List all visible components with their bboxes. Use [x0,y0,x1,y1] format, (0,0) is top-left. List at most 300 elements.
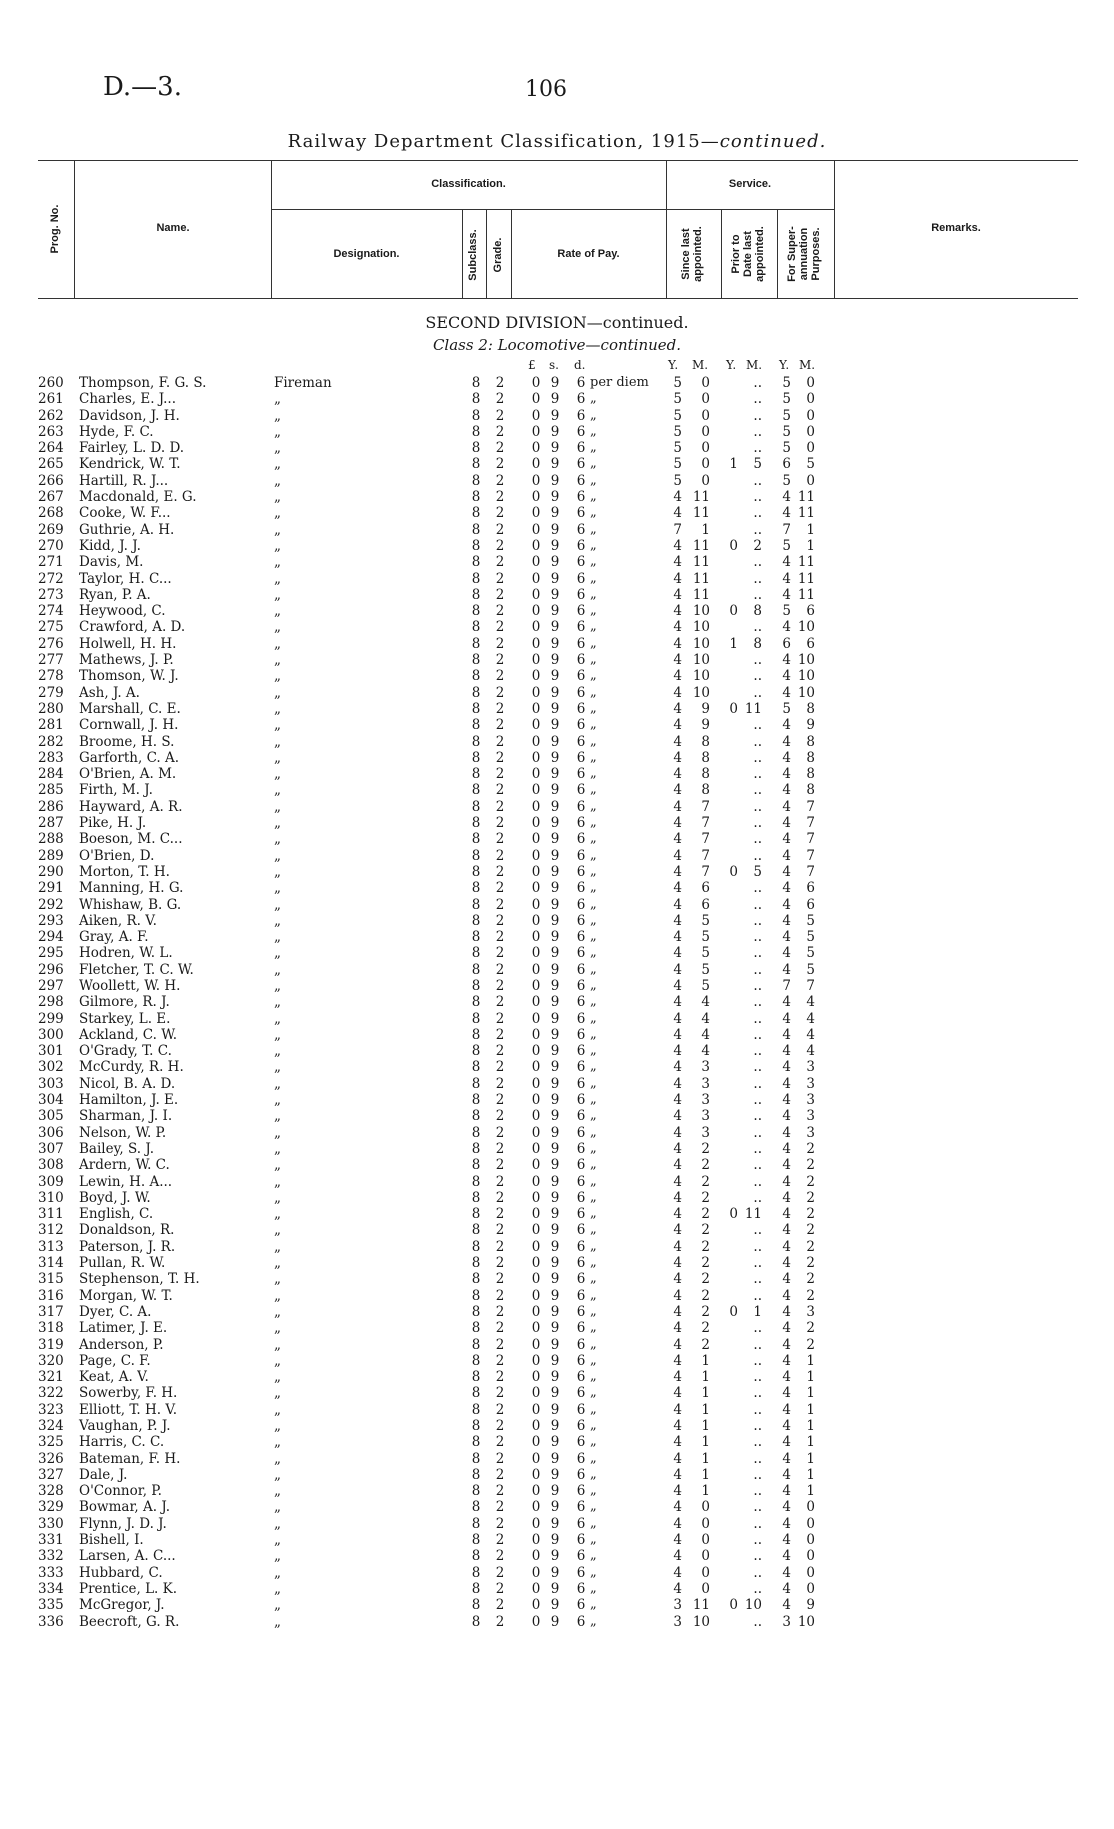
super-months: 10 [797,1613,815,1630]
table-row [0,1499,1114,1515]
since-years: 7 [673,521,682,538]
prior-months: .. [753,554,762,571]
pay-pence: 6 [576,1483,586,1500]
designation: „ [274,847,281,864]
since-years: 4 [673,1434,682,1451]
since-months: 10 [692,652,710,669]
pay-period: „ [590,961,597,977]
super-months: 11 [797,489,815,506]
since-years: 4 [673,1483,682,1500]
prog-no: 280 [38,700,64,717]
pay-pence: 6 [576,537,586,554]
pay-pence: 6 [576,1532,586,1549]
prior-months: .. [753,1369,762,1386]
pay-pounds: 0 [531,472,541,489]
staff-name: McGregor, J. [79,1597,165,1614]
col-prior-appointed: Prior to Date last appointed. [730,226,766,282]
super-years: 5 [782,537,791,554]
pay-pounds: 0 [531,1352,541,1369]
since-years: 4 [673,1548,682,1565]
pay-pence: 6 [576,505,586,522]
staff-name: Vaughan, P. J. [79,1418,171,1434]
pay-shillings: 9 [550,1336,560,1353]
prior-months: .. [753,1499,762,1516]
staff-name: Guthrie, A. H. [79,521,175,538]
since-months: 11 [692,554,710,571]
super-months: 1 [806,1418,815,1434]
staff-name: Morgan, W. T. [79,1287,173,1304]
since-years: 3 [673,1613,682,1630]
staff-name: Aiken, R. V. [79,912,157,929]
prior-months: .. [753,1564,762,1581]
since-years: 4 [673,489,682,506]
pay-pounds: 0 [531,1564,541,1581]
prior-months: 11 [744,700,762,717]
prog-no: 270 [38,537,64,554]
pay-period: „ [590,1140,597,1156]
since-years: 4 [673,929,682,946]
pay-pence: 6 [576,717,586,734]
pay-pounds: 0 [531,961,541,978]
pay-shillings: 9 [550,586,560,603]
grade: 2 [495,1238,505,1255]
grade: 2 [495,619,505,636]
pay-pounds: 0 [531,1548,541,1565]
since-months: 0 [701,1548,710,1565]
since-months: 10 [692,1613,710,1630]
super-years: 4 [782,1434,791,1451]
grade: 2 [495,994,505,1011]
super-months: 0 [806,1515,815,1532]
prog-no: 271 [38,554,64,571]
super-years: 4 [782,945,791,962]
prog-no: 317 [38,1303,64,1320]
since-months: 11 [692,537,710,554]
pay-period: „ [590,1320,597,1336]
pay-pence: 6 [576,766,586,783]
pay-pounds: 0 [531,407,541,424]
super-months: 0 [806,423,815,440]
pay-shillings: 9 [550,537,560,554]
pay-period: „ [590,1206,597,1222]
staff-table-body [0,375,1114,1630]
since-months: 1 [701,1434,710,1451]
pay-pounds: 0 [531,1499,541,1516]
pay-pence: 6 [576,1385,586,1402]
staff-name: O'Brien, A. M. [79,766,177,783]
staff-name: Hyde, F. C. [79,423,154,440]
pay-period: „ [590,1124,597,1140]
pay-shillings: 9 [550,782,560,799]
grade: 2 [495,815,505,832]
prior-months: .. [753,717,762,734]
grade: 2 [495,1108,505,1125]
super-years: 4 [782,766,791,783]
since-months: 2 [701,1189,710,1206]
pay-shillings: 9 [550,668,560,685]
super-years: 4 [782,1532,791,1549]
subclass: 8 [471,1320,481,1337]
prog-no: 285 [38,782,64,799]
designation: „ [274,1124,281,1141]
super-years: 4 [782,717,791,734]
designation: „ [274,570,281,587]
super-years: 6 [782,456,791,473]
subclass: 8 [471,537,481,554]
table-row [0,1434,1114,1450]
staff-name: Donaldson, R. [79,1222,175,1239]
table-row [0,815,1114,831]
since-years: 4 [673,798,682,815]
subclass: 8 [471,1075,481,1092]
grade: 2 [495,1336,505,1353]
prog-no: 279 [38,684,64,701]
pay-period: „ [590,1450,597,1466]
pay-shillings: 9 [550,1010,560,1027]
prog-no: 291 [38,880,64,897]
since-months: 4 [701,1010,710,1027]
designation: „ [274,896,281,913]
super-years: 4 [782,1043,791,1060]
pay-period: „ [590,1597,597,1613]
super-years: 4 [782,1075,791,1092]
prior-months: 11 [744,1206,762,1223]
grade: 2 [495,1124,505,1141]
subclass: 8 [471,1548,481,1565]
super-years: 4 [782,912,791,929]
pay-pounds: 0 [531,652,541,669]
table-row [0,1369,1114,1385]
prior-months: .. [753,1401,762,1418]
super-years: 4 [782,749,791,766]
subclass: 8 [471,1499,481,1516]
table-row [0,1565,1114,1581]
subclass: 8 [471,1336,481,1353]
prior-months: .. [753,668,762,685]
pay-shillings: 9 [550,1043,560,1060]
title-continued: continued. [719,131,827,152]
super-months: 2 [806,1189,815,1206]
prior-months: .. [753,505,762,522]
table-row [0,505,1114,521]
subclass: 8 [471,766,481,783]
since-years: 5 [673,391,682,408]
pay-pounds: 0 [531,1369,541,1386]
super-months: 2 [806,1255,815,1272]
prog-no: 275 [38,619,64,636]
prog-no: 273 [38,586,64,603]
staff-name: Ardern, W. C. [79,1157,170,1174]
table-row [0,685,1114,701]
since-years: 4 [673,880,682,897]
super-years: 7 [782,521,791,538]
staff-name: Boeson, M. C... [79,831,183,848]
super-years: 4 [782,733,791,750]
super-years: 4 [782,1287,791,1304]
designation: „ [274,1140,281,1157]
super-years: 4 [782,1450,791,1467]
since-years: 4 [673,603,682,620]
pay-pence: 6 [576,1580,586,1597]
subclass: 8 [471,570,481,587]
prior-months: .. [753,1385,762,1402]
pay-pounds: 0 [531,945,541,962]
staff-name: Mathews, J. P. [79,652,174,669]
col-grade: Grade. [492,237,504,273]
pay-pence: 6 [576,472,586,489]
pay-shillings: 9 [550,1108,560,1125]
since-months: 7 [701,831,710,848]
pay-period: „ [590,945,597,961]
since-months: 1 [701,1385,710,1402]
staff-name: Hamilton, J. E. [79,1092,179,1109]
unit-months: M. [692,358,709,372]
section-heading: SECOND DIVISION—continued. [425,313,689,332]
designation: „ [274,407,281,424]
designation: „ [274,1010,281,1027]
prog-no: 289 [38,847,64,864]
since-years: 4 [673,717,682,734]
staff-name: English, C. [79,1206,154,1223]
since-years: 4 [673,1238,682,1255]
grade: 2 [495,1140,505,1157]
super-years: 7 [782,977,791,994]
prog-no: 298 [38,994,64,1011]
subclass: 8 [471,863,481,880]
prog-no: 333 [38,1564,64,1581]
prog-no: 303 [38,1075,64,1092]
super-months: 7 [806,798,815,815]
super-years: 5 [782,472,791,489]
subclass: 8 [471,1564,481,1581]
prior-months: .. [753,1613,762,1630]
table-row [0,1288,1114,1304]
designation: „ [274,1238,281,1255]
since-months: 8 [701,749,710,766]
staff-name: Hodren, W. L. [79,945,173,962]
prog-no: 267 [38,489,64,506]
super-months: 6 [806,635,815,652]
staff-name: McCurdy, R. H. [79,1059,184,1076]
prog-no: 263 [38,423,64,440]
designation: „ [274,929,281,946]
prog-no: 288 [38,831,64,848]
staff-name: Stephenson, T. H. [79,1271,200,1288]
subclass: 8 [471,717,481,734]
prior-months: .. [753,1352,762,1369]
pay-pounds: 0 [531,1026,541,1043]
since-months: 10 [692,603,710,620]
super-months: 8 [806,782,815,799]
prog-no: 272 [38,570,64,587]
pay-period: „ [590,1255,597,1271]
since-years: 4 [673,1320,682,1337]
since-months: 7 [701,798,710,815]
subclass: 8 [471,782,481,799]
pay-period: „ [590,1157,597,1173]
pay-period: „ [590,1613,597,1629]
table-row [0,1239,1114,1255]
staff-name: O'Brien, D. [79,847,155,864]
pay-shillings: 9 [550,1140,560,1157]
since-months: 1 [701,1418,710,1434]
unit-months: M. [746,358,763,372]
prog-no: 277 [38,652,64,669]
since-years: 4 [673,1287,682,1304]
pay-shillings: 9 [550,635,560,652]
since-months: 0 [701,440,710,457]
super-years: 4 [782,1499,791,1516]
pay-period: „ [590,896,597,912]
pay-pounds: 0 [531,717,541,734]
pay-pence: 6 [576,1466,586,1483]
table-row [0,1141,1114,1157]
table-row [0,571,1114,587]
since-months: 8 [701,766,710,783]
prog-no: 326 [38,1450,64,1467]
prog-no: 290 [38,863,64,880]
header-bottom-rule [38,298,1078,299]
prior-months: .. [753,1108,762,1125]
designation: „ [274,1597,281,1614]
since-months: 0 [701,407,710,424]
staff-name: Cornwall, J. H. [79,717,179,734]
super-months: 6 [806,896,815,913]
pay-pounds: 0 [531,929,541,946]
since-months: 0 [701,375,710,391]
staff-name: Cooke, W. F... [79,505,171,522]
pay-period: „ [590,1352,597,1368]
prior-months: .. [753,570,762,587]
super-years: 4 [782,1564,791,1581]
staff-name: Hayward, A. R. [79,798,183,815]
prior-months: .. [753,1075,762,1092]
subclass: 8 [471,586,481,603]
pay-pounds: 0 [531,537,541,554]
prior-months: .. [753,749,762,766]
subclass: 8 [471,684,481,701]
prior-months: .. [753,1140,762,1157]
super-months: 0 [806,440,815,457]
prior-months: .. [753,1189,762,1206]
super-years: 3 [782,1613,791,1630]
staff-name: O'Connor, P. [79,1483,162,1500]
pay-pence: 6 [576,1124,586,1141]
pay-shillings: 9 [550,863,560,880]
super-years: 4 [782,1124,791,1141]
subclass: 8 [471,521,481,538]
pay-period: „ [590,635,597,651]
grade: 2 [495,521,505,538]
since-months: 4 [701,1043,710,1060]
pay-period: „ [590,733,597,749]
prog-no: 306 [38,1124,64,1141]
super-months: 10 [797,668,815,685]
prog-no: 329 [38,1499,64,1516]
super-months: 2 [806,1271,815,1288]
prior-years: 0 [729,1206,738,1223]
subclass: 8 [471,1059,481,1076]
super-months: 8 [806,766,815,783]
table-row [0,1532,1114,1548]
super-years: 4 [782,1336,791,1353]
super-months: 10 [797,684,815,701]
super-years: 4 [782,489,791,506]
pay-pence: 6 [576,994,586,1011]
super-months: 8 [806,700,815,717]
prog-no: 287 [38,815,64,832]
since-years: 4 [673,1173,682,1190]
super-years: 4 [782,1385,791,1402]
super-months: 3 [806,1092,815,1109]
designation: „ [274,1336,281,1353]
grade: 2 [495,766,505,783]
prior-months: .. [753,1450,762,1467]
since-months: 0 [701,423,710,440]
pay-period: „ [590,798,597,814]
prior-months: .. [753,1580,762,1597]
prior-months: 1 [753,1303,762,1320]
pay-pence: 6 [576,554,586,571]
since-years: 4 [673,1075,682,1092]
pay-pence: 6 [576,1369,586,1386]
prog-no: 330 [38,1515,64,1532]
pay-pence: 6 [576,1515,586,1532]
grade: 2 [495,912,505,929]
unit-shillings: s. [549,358,559,372]
since-years: 5 [673,472,682,489]
super-years: 4 [782,798,791,815]
table-row [0,619,1114,635]
staff-name: Bateman, F. H. [79,1450,181,1467]
subclass: 8 [471,1092,481,1109]
designation: „ [274,1434,281,1451]
since-months: 3 [701,1124,710,1141]
designation: „ [274,1157,281,1174]
pay-pence: 6 [576,798,586,815]
super-years: 6 [782,635,791,652]
table-row [0,864,1114,880]
pay-shillings: 9 [550,1189,560,1206]
grade: 2 [495,1189,505,1206]
staff-name: Fletcher, T. C. W. [79,961,194,978]
since-years: 5 [673,456,682,473]
prog-no: 311 [38,1206,64,1223]
prog-no: 307 [38,1140,64,1157]
pay-pence: 6 [576,1548,586,1565]
grade: 2 [495,1466,505,1483]
subclass: 8 [471,489,481,506]
grade: 2 [495,1369,505,1386]
pay-pence: 6 [576,1043,586,1060]
super-months: 2 [806,1206,815,1223]
pay-shillings: 9 [550,1352,560,1369]
prog-no: 292 [38,896,64,913]
grade: 2 [495,1499,505,1516]
table-row [0,717,1114,733]
prior-years: 1 [729,635,738,652]
staff-name: Broome, H. S. [79,733,175,750]
pay-pence: 6 [576,1222,586,1239]
pay-shillings: 9 [550,798,560,815]
prior-months: .. [753,391,762,408]
grade: 2 [495,1401,505,1418]
pay-pounds: 0 [531,1385,541,1402]
table-row [0,913,1114,929]
since-years: 4 [673,749,682,766]
designation: „ [274,603,281,620]
super-months: 7 [806,863,815,880]
